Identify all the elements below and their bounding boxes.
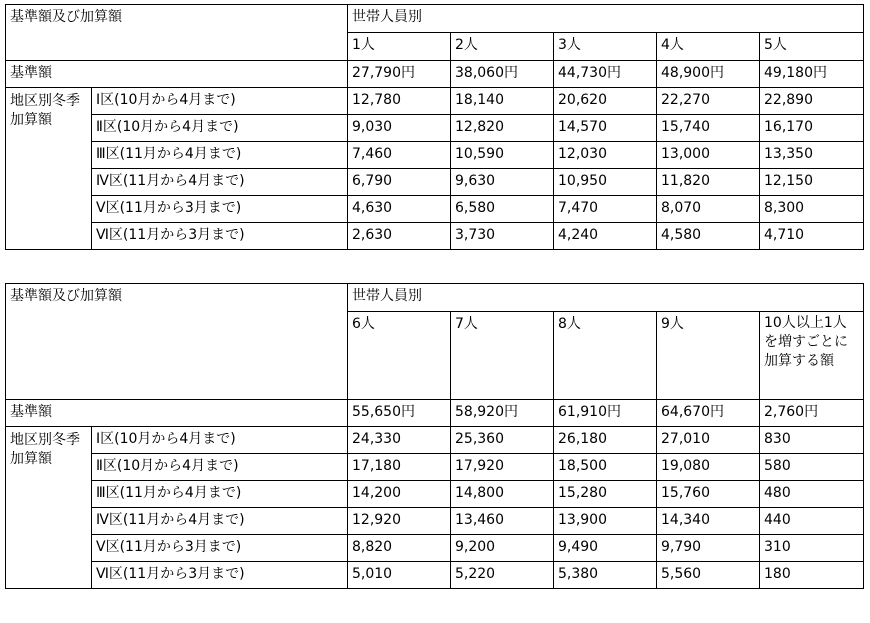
table-cell: 8,820 <box>348 535 451 562</box>
base-value: 55,650円 <box>348 400 451 427</box>
table-cell: 15,740 <box>657 115 760 142</box>
table-cell: 310 <box>760 535 864 562</box>
base-value: 58,920円 <box>451 400 554 427</box>
table-cell: 12,150 <box>760 169 864 196</box>
region-row <box>6 427 864 454</box>
table-cell: 7,460 <box>348 142 451 169</box>
table-cell: 13,460 <box>451 508 554 535</box>
allowance-table-1 <box>5 4 864 250</box>
region-row <box>6 508 864 535</box>
table-cell: 4,710 <box>760 223 864 250</box>
column-header: 8人 <box>554 312 657 400</box>
table-cell: 3,730 <box>451 223 554 250</box>
region-label: Ⅵ区(11月から3月まで) <box>92 562 348 589</box>
table-cell: 18,500 <box>554 454 657 481</box>
base-value: 61,910円 <box>554 400 657 427</box>
base-row <box>6 400 864 427</box>
table-cell: 6,790 <box>348 169 451 196</box>
table-cell: 22,890 <box>760 88 864 115</box>
table-cell: 7,470 <box>554 196 657 223</box>
column-header: 7人 <box>451 312 554 400</box>
column-header: 4人 <box>657 33 760 61</box>
household-header: 世帯人員別 <box>348 284 864 312</box>
header-left: 基準額及び加算額 <box>6 284 348 400</box>
table-cell: 9,200 <box>451 535 554 562</box>
table-cell: 16,170 <box>760 115 864 142</box>
table-cell: 14,200 <box>348 481 451 508</box>
region-label: Ⅴ区(11月から3月まで) <box>92 535 348 562</box>
table-cell: 15,280 <box>554 481 657 508</box>
table-cell: 27,010 <box>657 427 760 454</box>
table-cell: 17,920 <box>451 454 554 481</box>
region-label: Ⅰ区(10月から4月まで) <box>92 88 348 115</box>
table-cell: 13,000 <box>657 142 760 169</box>
column-header: 2人 <box>451 33 554 61</box>
table-cell: 440 <box>760 508 864 535</box>
region-label: Ⅰ区(10月から4月まで) <box>92 427 348 454</box>
region-row <box>6 454 864 481</box>
base-value: 38,060円 <box>451 61 554 88</box>
region-label: Ⅲ区(11月から4月まで) <box>92 481 348 508</box>
column-header: 6人 <box>348 312 451 400</box>
table-cell: 13,900 <box>554 508 657 535</box>
table-cell: 24,330 <box>348 427 451 454</box>
table-cell: 10,590 <box>451 142 554 169</box>
region-label: Ⅳ区(11月から4月まで) <box>92 169 348 196</box>
table-cell: 12,820 <box>451 115 554 142</box>
region-row <box>6 115 864 142</box>
region-label: Ⅵ区(11月から3月まで) <box>92 223 348 250</box>
base-label: 基準額 <box>6 400 348 427</box>
table-cell: 22,270 <box>657 88 760 115</box>
table-cell: 580 <box>760 454 864 481</box>
column-header: 9人 <box>657 312 760 400</box>
table-cell: 9,630 <box>451 169 554 196</box>
region-label: Ⅱ区(10月から4月まで) <box>92 115 348 142</box>
table-cell: 5,010 <box>348 562 451 589</box>
table-cell: 5,220 <box>451 562 554 589</box>
table-cell: 4,630 <box>348 196 451 223</box>
region-row <box>6 88 864 115</box>
table-cell: 14,800 <box>451 481 554 508</box>
base-label: 基準額 <box>6 61 348 88</box>
region-group-label: 地区別冬季加算額 <box>6 88 92 250</box>
region-label: Ⅴ区(11月から3月まで) <box>92 196 348 223</box>
header-left: 基準額及び加算額 <box>6 5 348 61</box>
region-label: Ⅱ区(10月から4月まで) <box>92 454 348 481</box>
region-row <box>6 535 864 562</box>
region-row <box>6 142 864 169</box>
table-cell: 9,490 <box>554 535 657 562</box>
table-cell: 480 <box>760 481 864 508</box>
table-cell: 4,580 <box>657 223 760 250</box>
table-cell: 14,340 <box>657 508 760 535</box>
table-cell: 15,760 <box>657 481 760 508</box>
table-cell: 12,030 <box>554 142 657 169</box>
household-header: 世帯人員別 <box>348 5 864 33</box>
column-header: 10人以上1人を増すごとに加算する額 <box>760 312 864 400</box>
region-row <box>6 562 864 589</box>
table-cell: 10,950 <box>554 169 657 196</box>
column-header: 3人 <box>554 33 657 61</box>
base-row <box>6 61 864 88</box>
table-cell: 6,580 <box>451 196 554 223</box>
table-cell: 26,180 <box>554 427 657 454</box>
table-cell: 8,300 <box>760 196 864 223</box>
table-cell: 5,560 <box>657 562 760 589</box>
table-cell: 12,780 <box>348 88 451 115</box>
table-cell: 8,070 <box>657 196 760 223</box>
table-cell: 2,630 <box>348 223 451 250</box>
column-header: 1人 <box>348 33 451 61</box>
table-cell: 13,350 <box>760 142 864 169</box>
table-cell: 18,140 <box>451 88 554 115</box>
table-cell: 17,180 <box>348 454 451 481</box>
base-value: 2,760円 <box>760 400 864 427</box>
table-cell: 25,360 <box>451 427 554 454</box>
region-row <box>6 169 864 196</box>
table-cell: 9,030 <box>348 115 451 142</box>
allowance-table-2 <box>5 283 864 589</box>
table-cell: 12,920 <box>348 508 451 535</box>
region-row <box>6 223 864 250</box>
base-value: 27,790円 <box>348 61 451 88</box>
table-cell: 11,820 <box>657 169 760 196</box>
base-value: 44,730円 <box>554 61 657 88</box>
table-cell: 9,790 <box>657 535 760 562</box>
base-value: 64,670円 <box>657 400 760 427</box>
region-label: Ⅳ区(11月から4月まで) <box>92 508 348 535</box>
table-cell: 180 <box>760 562 864 589</box>
table-cell: 4,240 <box>554 223 657 250</box>
region-row <box>6 481 864 508</box>
column-header: 5人 <box>760 33 864 61</box>
table-cell: 14,570 <box>554 115 657 142</box>
table-cell: 5,380 <box>554 562 657 589</box>
base-value: 48,900円 <box>657 61 760 88</box>
table-cell: 830 <box>760 427 864 454</box>
region-row <box>6 196 864 223</box>
table-cell: 19,080 <box>657 454 760 481</box>
region-label: Ⅲ区(11月から4月まで) <box>92 142 348 169</box>
table-cell: 20,620 <box>554 88 657 115</box>
base-value: 49,180円 <box>760 61 864 88</box>
region-group-label: 地区別冬季加算額 <box>6 427 92 589</box>
